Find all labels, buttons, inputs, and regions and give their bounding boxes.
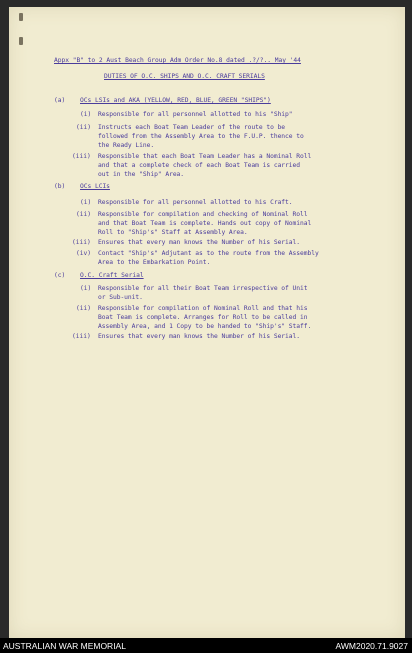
item-line: Responsible for all personnel allotted to his Craft. xyxy=(98,199,293,206)
item-number: (iii) xyxy=(72,333,91,340)
item-line: Ensures that every man knows the Number of his Serial. xyxy=(98,239,301,246)
item-line: and that Boat Team is complete. Hands out copy of Nominal xyxy=(98,220,312,227)
item-line: Instructs each Boat Team Leader of the route to be xyxy=(98,124,286,131)
punch-hole xyxy=(19,13,23,21)
item-line: or Sub-unit. xyxy=(98,294,143,301)
item-line: Responsible for all their Boat Team irrespective of Unit xyxy=(98,285,308,292)
item-line: Roll to "Ship's" Staff at Assembly Area. xyxy=(98,229,248,236)
item-number: (ii) xyxy=(76,211,91,218)
item-line: out in the "Ship" Area. xyxy=(98,171,185,178)
item-number: (iv) xyxy=(76,250,91,257)
item-line: followed from the Assembly Area to the F.U.P. thence to xyxy=(98,133,304,140)
section-c-heading: O.C. Craft Serial xyxy=(80,272,144,279)
item-line: Responsible for all personnel allotted to his "Ship" xyxy=(98,111,293,118)
item-line: Responsible that each Boat Team Leader has a Nominal Roll xyxy=(98,153,312,160)
item-number: (iii) xyxy=(72,239,91,246)
item-line: the Ready Line. xyxy=(98,142,155,149)
item-number: (i) xyxy=(80,199,92,206)
item-number: (ii) xyxy=(76,124,91,131)
section-c-letter: (c) xyxy=(54,272,66,279)
item-line: Boat Team is complete. Arranges for Roll to be called in xyxy=(98,314,308,321)
item-number: (i) xyxy=(80,111,92,118)
section-b-letter: (b) xyxy=(54,183,66,190)
item-line: and that a complete check of each Boat Team is carried xyxy=(98,162,301,169)
item-line: Responsible for compilation of Nominal Roll and that his xyxy=(98,305,308,312)
item-line: Contact "Ship's" Adjutant as to the route from the Assembly xyxy=(98,250,319,257)
punch-hole xyxy=(19,37,23,45)
section-a-letter: (a) xyxy=(54,97,66,104)
item-line: Ensures that every man knows the Number of his Serial. xyxy=(98,333,301,340)
item-number: (i) xyxy=(80,285,92,292)
document-title: DUTIES OF O.C. SHIPS AND O.C. CRAFT SERIALS xyxy=(104,73,265,80)
item-number: (ii) xyxy=(76,305,91,312)
archive-footer xyxy=(0,638,412,653)
item-number: (iii) xyxy=(72,153,91,160)
footer-right: AWM2020.71.9027 xyxy=(335,641,408,651)
section-b-heading: OCs LCIs xyxy=(80,183,110,190)
item-line: Area to the Embarkation Point. xyxy=(98,259,211,266)
item-line: Responsible for compilation and checking of Nominal Roll xyxy=(98,211,308,218)
section-a-heading: OCs LSIs and AKA (YELLOW, RED, BLUE, GREEN "SHIPS") xyxy=(80,97,271,104)
document-header: Appx "B" to 2 Aust Beach Group Adm Order No.8 dated .?/?.. May '44 xyxy=(54,57,301,64)
footer-left: AUSTRALIAN WAR MEMORIAL xyxy=(3,641,126,651)
item-line: Assembly Area, and 1 Copy to be handed to "Ship's" Staff. xyxy=(98,323,312,330)
